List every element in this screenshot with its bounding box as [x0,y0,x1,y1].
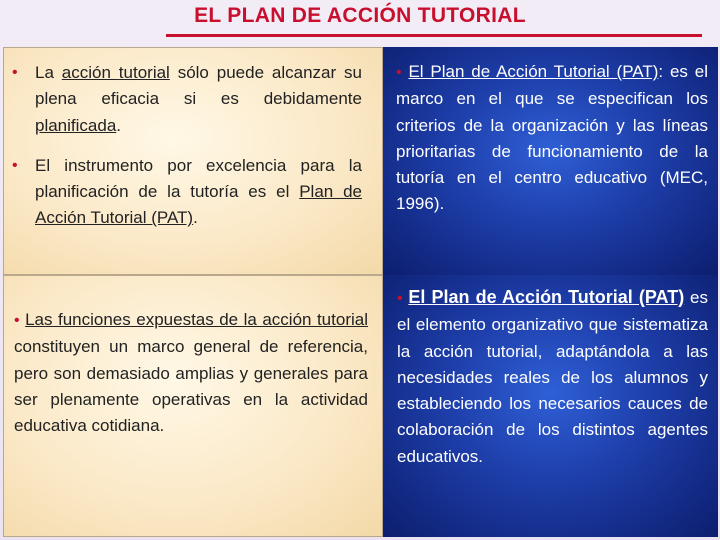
underlined-term: tutorial [118,63,170,82]
text-segment: es el elemento organizativo que sistematiza la acción tutorial, adaptándola a las necesidades reales de los alumnos y estableciendo los necesarios cauces de colaboración de los distintos agentes educativos. [397,288,708,466]
panel-top-left [3,47,383,275]
panel-bottom-right [383,275,718,537]
underlined-term: Plan de Acción Tutorial (PAT) [35,182,362,228]
text-segment: La [35,63,62,82]
underlined-term: El Plan de Acción Tutorial (PAT) [408,62,659,81]
text-segment: . [193,208,198,228]
underlined-term: acción [61,63,119,82]
bullet-item-elemento [397,284,708,470]
bullet-icon: • [396,64,402,81]
bullet-icon: • [12,64,18,81]
underlined-term: planificada [35,115,117,135]
bullet-icon: • [397,290,403,307]
bullet-item-marco [396,59,708,218]
bullet-item-instrumento [12,153,362,232]
bullet-item-eficacia [12,60,362,139]
text-segment: constituyen un marco general de referencia, pero son demasiado amplias y generales para ser plenamente operativas en la actividad educativa cotidiana. [14,337,368,436]
underlined-term: Las funciones expuestas de la acción tutorial [25,310,368,329]
text-segment: . [116,115,122,135]
bullet-icon: • [14,312,20,329]
underlined-term: El Plan de Acción Tutorial (PAT) [408,287,685,307]
bullet-icon: • [12,156,18,174]
text-segment: El instrumento por excelencia para la planificación de la tutoría es el [35,155,362,202]
panel-top-right [383,47,718,275]
bullet-item-funciones [14,307,368,439]
text-segment: : es el marco en el que se especifican los criterios de la organización y las líneas prioritarias de funcionamiento de la tutoría en el centro educativo (MEC, 1996). [396,62,708,214]
page-title: EL PLAN DE ACCIÓN TUTORIAL [194,4,526,27]
panel-bottom-left [3,275,383,537]
title-underline [166,34,702,37]
text-segment: sólo puede alcanzar su plena eficacia si es debidamente [35,63,362,109]
